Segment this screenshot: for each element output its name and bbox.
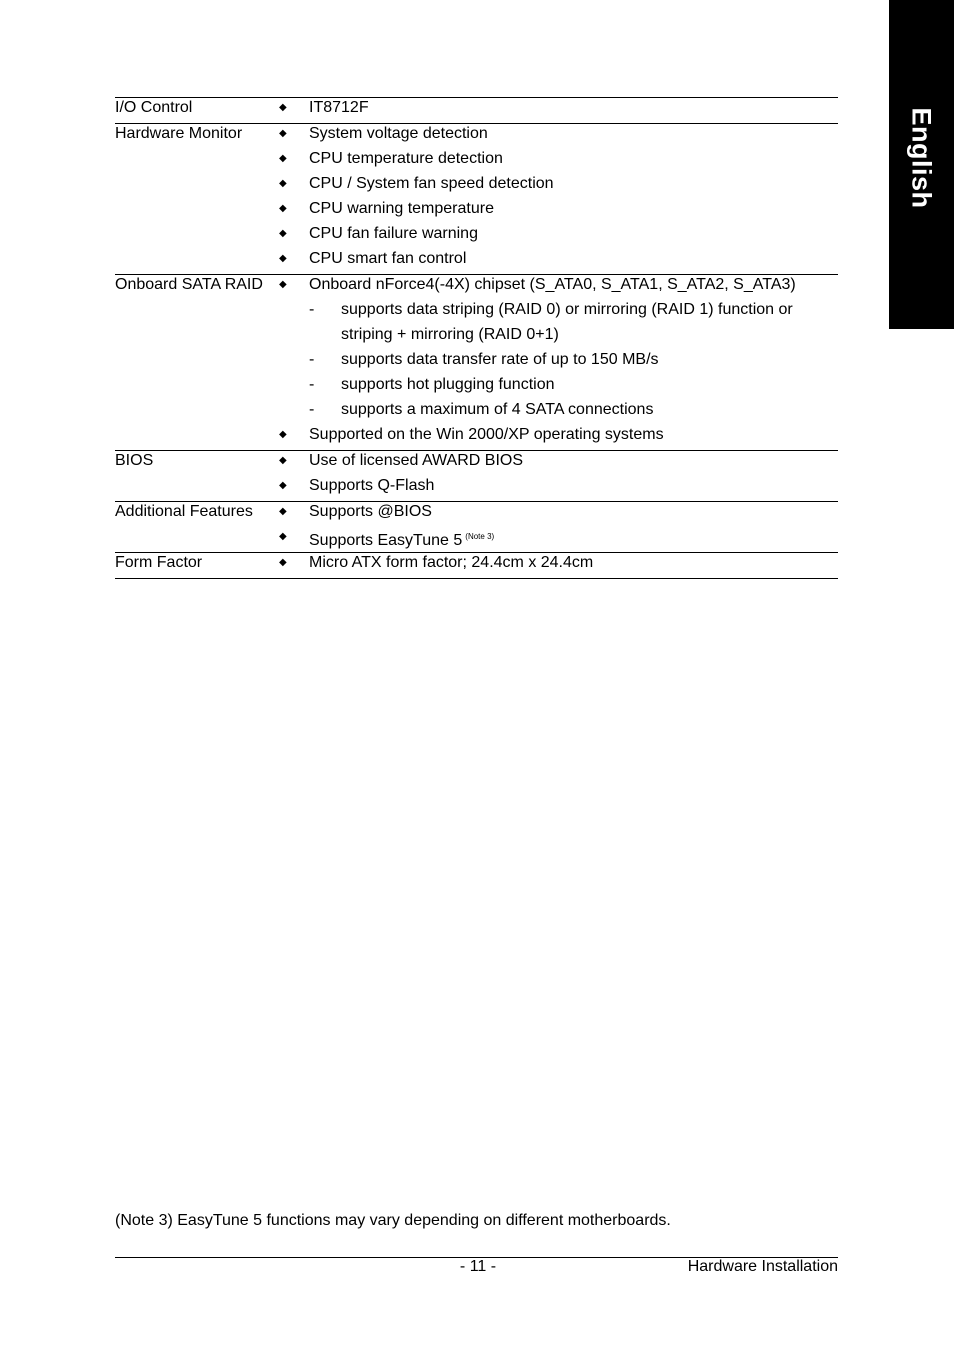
spec-row	[115, 425, 838, 450]
spec-label: Additional Features	[115, 503, 253, 520]
spec-item: CPU fan failure warning	[309, 225, 478, 242]
diamond-bullet-icon: ◆	[279, 128, 287, 139]
diamond-bullet-icon: ◆	[279, 429, 287, 440]
spec-row	[115, 476, 838, 501]
footnote: (Note 3) EasyTune 5 functions may vary depending on different motherboards.	[115, 1212, 671, 1229]
diamond-bullet-icon: ◆	[279, 153, 287, 164]
spec-row	[115, 527, 838, 552]
spec-row	[115, 98, 838, 123]
spec-row	[115, 199, 838, 224]
spec-section-bios	[115, 450, 838, 501]
spec-item: Onboard nForce4(-4X) chipset (S_ATA0, S_ATA1, S_ATA2, S_ATA3)	[309, 276, 796, 293]
dash-marker: -	[309, 351, 315, 368]
spec-item: CPU temperature detection	[309, 150, 503, 167]
spec-label: Hardware Monitor	[115, 125, 243, 142]
diamond-bullet-icon: ◆	[279, 253, 287, 264]
spec-item: System voltage detection	[309, 125, 488, 142]
spec-subrow	[115, 300, 838, 325]
spec-item: Micro ATX form factor; 24.4cm x 24.4cm	[309, 554, 594, 571]
diamond-bullet-icon: ◆	[279, 557, 287, 568]
spec-label: Onboard SATA RAID	[115, 276, 263, 293]
spec-section-form-factor	[115, 552, 838, 579]
spec-subitem: supports hot plugging function	[341, 376, 555, 393]
spec-row	[115, 224, 838, 249]
specification-table	[115, 97, 838, 579]
diamond-bullet-icon: ◆	[279, 102, 287, 113]
diamond-bullet-icon: ◆	[279, 279, 287, 290]
spec-row	[115, 502, 838, 527]
spec-item: CPU smart fan control	[309, 250, 467, 267]
spec-label: BIOS	[115, 452, 154, 469]
spec-item: Supported on the Win 2000/XP operating systems	[309, 426, 664, 443]
diamond-bullet-icon: ◆	[279, 178, 287, 189]
spec-subrow	[115, 350, 838, 375]
spec-label: Form Factor	[115, 554, 203, 571]
diamond-bullet-icon: ◆	[279, 455, 287, 466]
spec-row	[115, 149, 838, 174]
spec-section-additional-features	[115, 501, 838, 552]
dash-marker: -	[309, 301, 315, 318]
note-reference: (Note 3)	[465, 532, 495, 541]
spec-section-onboard-sata-raid	[115, 274, 838, 450]
spec-subitem: supports a maximum of 4 SATA connections	[341, 401, 654, 418]
spec-label: I/O Control	[115, 99, 193, 116]
dash-marker: -	[309, 401, 315, 418]
spec-subitem: striping + mirroring (RAID 0+1)	[341, 326, 559, 343]
spec-item: Supports @BIOS	[309, 503, 432, 520]
spec-subrow	[115, 375, 838, 400]
spec-subrow	[115, 400, 838, 425]
spec-section-io-control	[115, 97, 838, 123]
spec-item	[309, 527, 494, 550]
spec-row	[115, 275, 838, 300]
spec-row	[115, 124, 838, 149]
spec-item-text: Supports EasyTune 5	[309, 532, 463, 549]
diamond-bullet-icon: ◆	[279, 480, 287, 491]
spec-item: Use of licensed AWARD BIOS	[309, 452, 523, 469]
diamond-bullet-icon: ◆	[279, 203, 287, 214]
spec-subrow	[115, 325, 838, 350]
language-tab-label: English	[906, 107, 937, 209]
spec-subitem: supports data striping (RAID 0) or mirroring (RAID 1) function or	[341, 301, 793, 318]
spec-item: CPU warning temperature	[309, 200, 494, 217]
language-tab	[889, 0, 954, 329]
spec-item: Supports Q-Flash	[309, 477, 435, 494]
diamond-bullet-icon: ◆	[279, 228, 287, 239]
footer-section-title: Hardware Installation	[687, 1258, 838, 1275]
spec-row	[115, 249, 838, 274]
spec-section-hardware-monitor	[115, 123, 838, 274]
spec-item: IT8712F	[309, 99, 369, 116]
diamond-bullet-icon: ◆	[279, 531, 287, 542]
spec-row	[115, 451, 838, 476]
spec-item: CPU / System fan speed detection	[309, 175, 554, 192]
dash-marker: -	[309, 376, 315, 393]
page-number: - 11 -	[459, 1258, 497, 1275]
spec-row	[115, 553, 838, 578]
diamond-bullet-icon: ◆	[279, 506, 287, 517]
spec-subitem: supports data transfer rate of up to 150 MB/s	[341, 351, 659, 368]
spec-row	[115, 174, 838, 199]
